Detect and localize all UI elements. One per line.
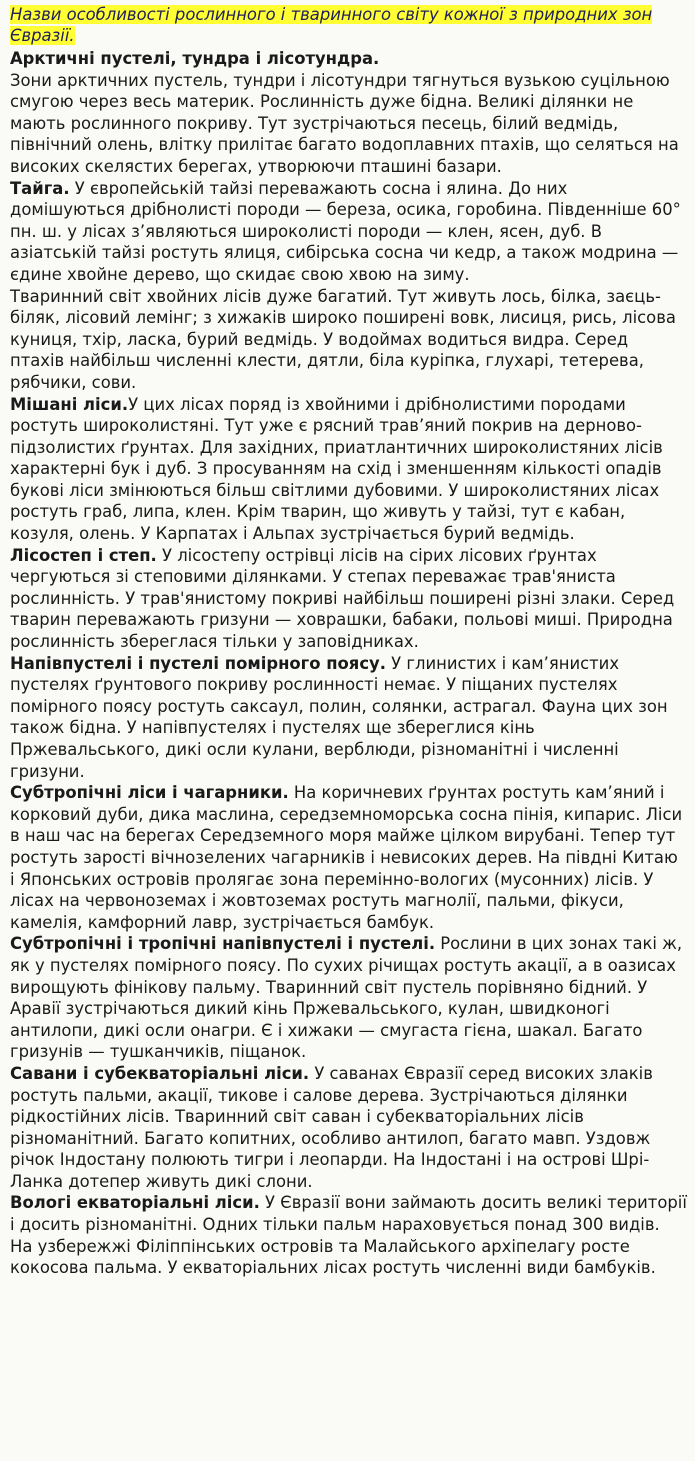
section-paragraph: У лісостепу острівці лісів на сірих лісових ґрунтах чергуються зі степовими ділянками. У степах переважає трав'яниста рослинність. У трав'янистому покриві найбільш поширені різні злаки. Серед тварин переважають гризуни — ховрашки, бабаки, польові миші. Природна рослинність збереглася тільки у заповідниках. xyxy=(10,545,675,652)
section-heading: Лісостеп і степ. xyxy=(10,545,157,565)
section-paragraph: Тваринний світ хвойних лісів дуже багатий. Тут живуть лось, білка, заєць-біляк, лісовий лемінг; з хижаків широко поширені вовк, лисиця, рись, лісова куниця, тхір, ласка, бурий ведмідь. У водоймах водиться видра. Серед птахів найбільш численні клести, дятли, біла куріпка, глухарі, тетерева, рябчики, сови. xyxy=(10,286,676,392)
section-paragraph: У європейській тайзі переважають сосна і ялина. До них домішуються дрібнолисті породи — береза, осика, горобина. Південніше 60° пн. ш. у лісах з’являються широколисті породи — клен, ясен, дуб. В азіатській тайзі ростуть ялиця, сибірська сосна чи кедр, а також модрина — єдине хвойне дерево, що скидає свою хвою на зиму. xyxy=(10,178,681,284)
section-heading: Тайга. xyxy=(10,178,70,198)
section-temperate-deserts xyxy=(10,653,687,783)
question-block xyxy=(10,4,680,46)
question-text: Назви особливості рослинного і тваринного світу кожної з природних зон Євразії. xyxy=(10,5,653,45)
section-heading: Субтропічні і тропічні напівпустелі і пустелі. xyxy=(10,934,436,954)
answer-sections xyxy=(10,48,687,1279)
section-heading: Субтропічні ліси і чагарники. xyxy=(10,783,289,803)
section-heading: Савани і субекваторіальні ліси. xyxy=(10,1063,310,1083)
section-paragraph: У глинистих і кам’янистих пустелях ґрунтового покриву рослинності немає. У піщаних пустелях помірного поясу ростуть саксаул, полин, солянки, астрагал. Фауна цих зон також бідна. У напівпустелях і пустелях ще збереглися кінь Пржевальського, дикі осли кулани, верблюди, різноманітні і численні гризуни. xyxy=(10,653,668,781)
section-paragraph: Рослини в цих зонах такі ж, як у пустелях помірного поясу. По сухих річищах ростуть акації, а в оазисах вирощують фінікову пальму. Тваринний світ пустель порівняно бідний. У Аравії зустрічаються дикий кінь Пржевальського, кулан, швидконогі антилопи, дикі осли онагри. Є і хижаки — смугаста гієна, шакал. Багато гризунів — тушканчиків, піщанок. xyxy=(10,934,683,1062)
section-heading: Арктичні пустелі, тундра і лісотундра. xyxy=(10,49,380,68)
section-heading: Вологі екваторіальні ліси. xyxy=(10,1193,260,1213)
section-equatorial-forests xyxy=(10,1192,687,1278)
section-heading: Мішані ліси. xyxy=(10,394,129,414)
section-arctic xyxy=(10,48,687,178)
section-paragraph: У Євразії вони займають досить великі території і досить різноманітні. Одних тільки пальм нараховується понад 300 видів. На узбережжі Філіппінських островів та Малайського архіпелагу росте кокосова пальма. У екваторіальних лісах ростуть численні види бамбуків. xyxy=(10,1193,687,1278)
section-paragraph: Зони арктичних пустель, тундри і лісотундри тягнуться вузькою суцільною смугою через весь материк. Рослинність дуже бідна. Великі ділянки не мають рослинного покриву. Тут зустрічаються песець, білий ведмідь, північний олень, влітку прилітає багато водоплавних птахів, що селяться на високих скелястих берегах, утворюючи пташині базари. xyxy=(10,70,679,176)
section-heading: Напівпустелі і пустелі помірного поясу. xyxy=(10,653,386,673)
section-tropical-deserts xyxy=(10,933,687,1063)
section-taiga xyxy=(10,178,687,394)
section-savannas xyxy=(10,1063,687,1193)
section-forest-steppe xyxy=(10,545,687,653)
section-paragraph: У саванах Євразії серед високих злаків ростуть пальми, акації, тикове і салове дерева. Зустрічаються ділянки рідкостійних лісів. Тваринний світ саван і субекваторіальних лісів різноманітний. Багато копитних, особливо антилоп, багато мавп. Уздовж річок Індостану полюють тигри і леопарди. На Індостані і на острові Шрі-Ланка дотепер живуть дикі слони. xyxy=(10,1063,653,1191)
section-mixed-forests xyxy=(10,394,687,545)
section-paragraph: У цих лісах поряд із хвойними і дрібнолистими породами ростуть широколистяні. Тут уже є рясний трав’яний покрив на дерново-підзолистих ґрунтах. Для західних, приатлантичних широколистяних лісів характерні бук і дуб. З просуванням на схід і зменшенням кількості опадів букові ліси змінюються більш світлими дубовими. У широколистяних лісах ростуть граб, липа, клен. Крім тварин, що живуть у тайзі, тут є кабан, козуля, олень. У Карпатах і Альпах зустрічається бурий ведмідь. xyxy=(10,394,663,544)
section-subtropical-forests xyxy=(10,782,687,933)
section-paragraph: На коричневих ґрунтах ростуть кам’яний і корковий дуби, дика маслина, середземноморська сосна пінія, кипарис. Ліси в наш час на берегах Середземного моря майже цілком вирубані. Тепер тут ростуть зарості вічнозелених чагарників і невисоких дерев. На півдні Китаю і Японських островів пролягає зона перемінно-вологих (мусонних) лісів. У лісах на червоноземах і жовтоземах ростуть магнолії, пальми, фікуси, камелія, камфорний лавр, зустрічається бамбук. xyxy=(10,783,683,932)
